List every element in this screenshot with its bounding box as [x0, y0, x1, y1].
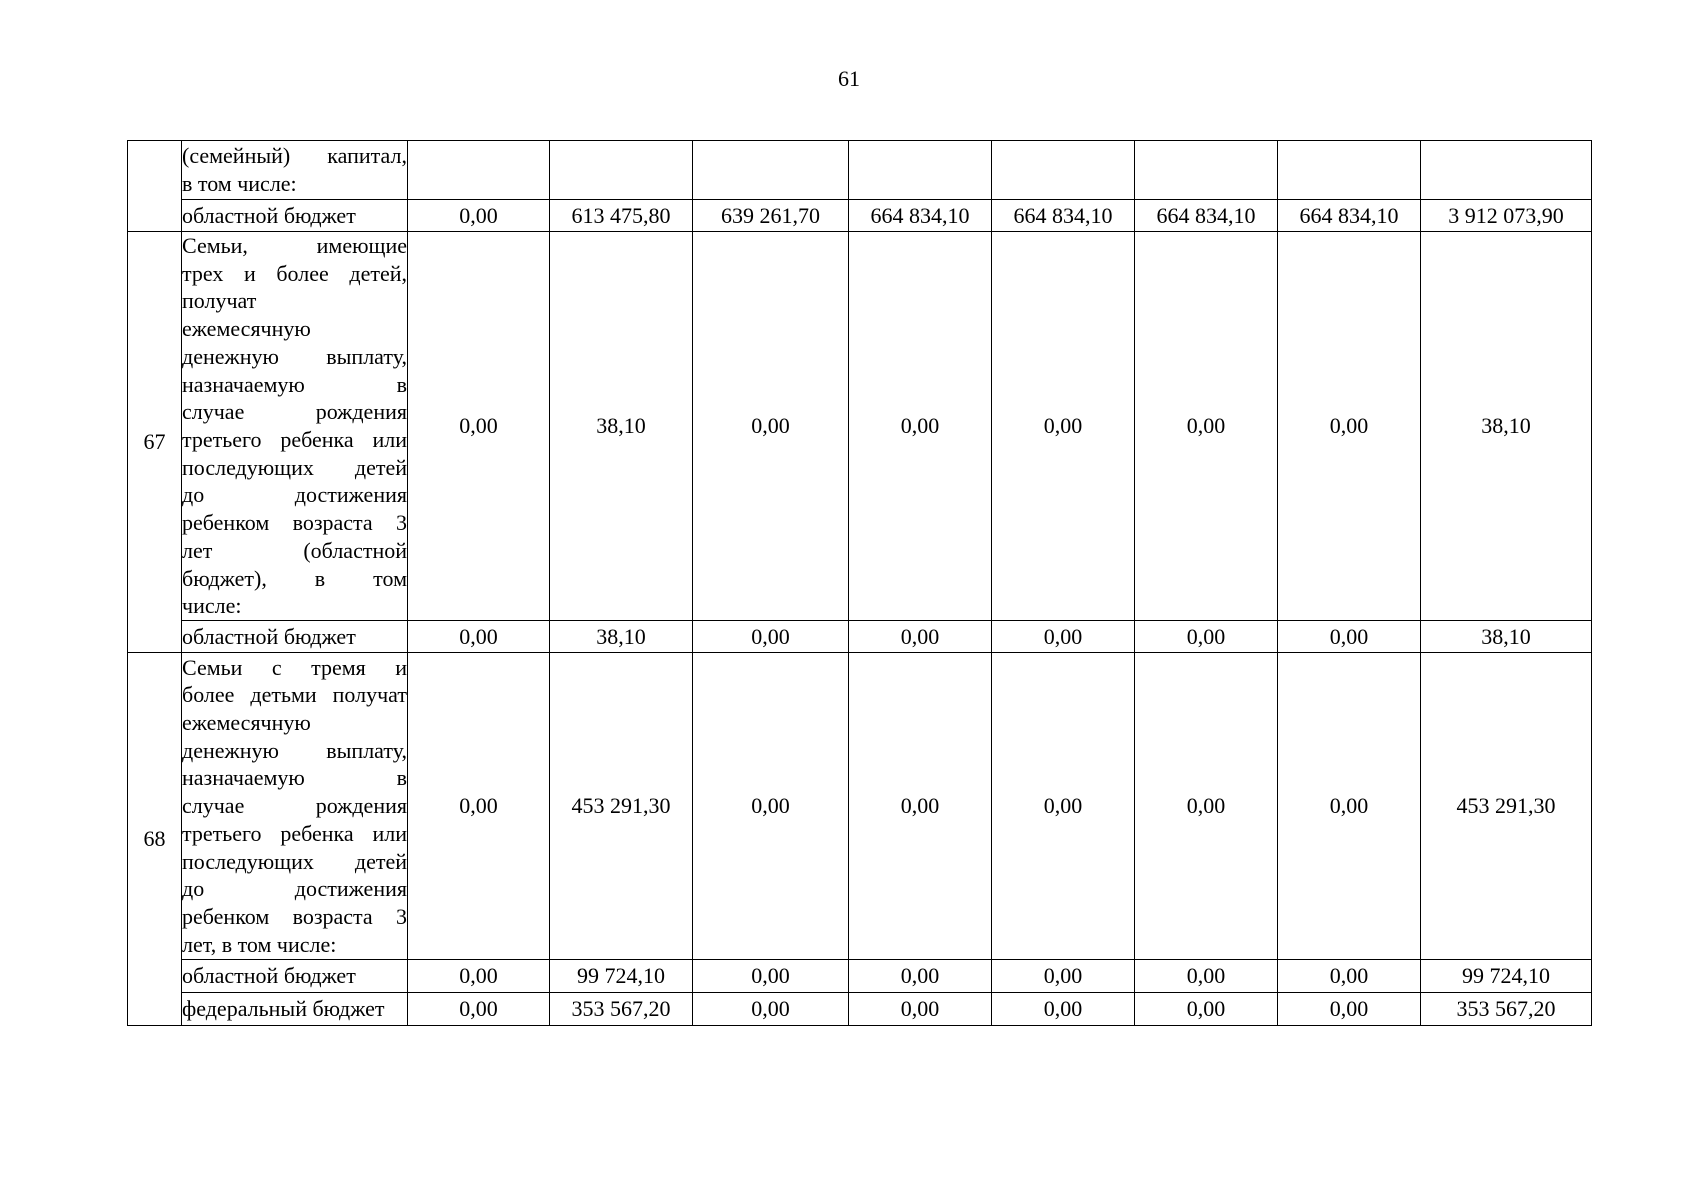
value-cell: 0,00	[693, 621, 849, 653]
funding-source: областной бюджет	[182, 960, 408, 993]
value-cell: 0,00	[992, 621, 1135, 653]
row-number: 67	[128, 232, 182, 653]
value-cell: 0,00	[408, 993, 550, 1026]
value-cell: 0,00	[992, 653, 1135, 960]
description-line: Семьи с тремя и	[182, 654, 407, 680]
value-cell: 0,00	[849, 653, 992, 960]
table-row	[128, 653, 1592, 960]
value-cell: 0,00	[1135, 621, 1278, 653]
value-cell: 639 261,70	[693, 200, 849, 232]
description-line: до достижения	[182, 876, 407, 902]
value-cell: 0,00	[408, 200, 550, 232]
page-number: 61	[838, 66, 860, 91]
funding-source: областной бюджет	[182, 621, 408, 653]
value-cell: 664 834,10	[992, 200, 1135, 232]
description-line: числе:	[182, 593, 242, 619]
description-line: ежемесячную	[182, 710, 311, 736]
row-description	[182, 141, 408, 200]
value-cell: 0,00	[1135, 960, 1278, 993]
value-cell: 613 475,80	[550, 200, 693, 232]
value-cell: 0,00	[1278, 993, 1421, 1026]
value-cell: 664 834,10	[1135, 200, 1278, 232]
description-line: ежемесячную	[182, 316, 311, 342]
description-line: лет (областной	[182, 537, 407, 563]
table-row	[128, 960, 1592, 993]
total-cell: 38,10	[1421, 621, 1592, 653]
value-cell: 99 724,10	[550, 960, 693, 993]
funding-source: областной бюджет	[182, 200, 408, 232]
row-number: 68	[128, 653, 182, 1026]
description-line: денежную выплату,	[182, 737, 407, 763]
row-description	[182, 232, 408, 621]
value-cell: 0,00	[1278, 621, 1421, 653]
description-line: последующих детей	[182, 848, 407, 874]
description-line: случае рождения	[182, 793, 407, 819]
table-body	[128, 141, 1592, 1026]
value-cell: 0,00	[1135, 993, 1278, 1026]
value-cell: 0,00	[408, 232, 550, 621]
funding-source: федеральный бюджет	[182, 993, 408, 1026]
value-cell: 0,00	[408, 621, 550, 653]
description-line: бюджет), в том	[182, 565, 407, 591]
description-line: назначаемую в	[182, 765, 407, 791]
total-cell: 453 291,30	[1421, 653, 1592, 960]
value-cell: 0,00	[693, 232, 849, 621]
table-row	[128, 141, 1592, 200]
value-cell: 664 834,10	[1278, 200, 1421, 232]
value-cell: 0,00	[1135, 232, 1278, 621]
budget-table	[127, 140, 1592, 1026]
table-row	[128, 993, 1592, 1026]
value-cell: 453 291,30	[550, 653, 693, 960]
value-cell: 38,10	[550, 621, 693, 653]
value-cell: 0,00	[849, 232, 992, 621]
value-cell: 664 834,10	[849, 200, 992, 232]
value-cell: 0,00	[992, 960, 1135, 993]
total-cell	[1421, 141, 1592, 200]
value-cell	[693, 141, 849, 200]
row-number	[128, 141, 182, 232]
value-cell: 0,00	[849, 993, 992, 1026]
value-cell	[1278, 141, 1421, 200]
value-cell: 0,00	[992, 232, 1135, 621]
value-cell: 0,00	[693, 960, 849, 993]
description-line: более детьми получат	[182, 682, 407, 708]
table-row	[128, 200, 1592, 232]
value-cell: 353 567,20	[550, 993, 693, 1026]
total-cell: 38,10	[1421, 232, 1592, 621]
description-line: (семейный) капитал,	[182, 143, 407, 169]
total-cell: 3 912 073,90	[1421, 200, 1592, 232]
description-line: получат	[182, 288, 257, 314]
description-line: третьего ребенка или	[182, 427, 407, 452]
value-cell: 0,00	[1278, 960, 1421, 993]
value-cell: 0,00	[693, 993, 849, 1026]
value-cell: 0,00	[1278, 653, 1421, 960]
value-cell: 0,00	[992, 993, 1135, 1026]
row-description	[182, 653, 408, 960]
description-line: до достижения	[182, 482, 407, 508]
description-line: последующих детей	[182, 454, 407, 480]
description-line: денежную выплату,	[182, 343, 407, 369]
total-cell: 99 724,10	[1421, 960, 1592, 993]
value-cell: 0,00	[693, 653, 849, 960]
description-line: третьего ребенка или	[182, 820, 407, 846]
description-line: ребенком возраста 3	[182, 510, 407, 536]
table-row	[128, 621, 1592, 653]
value-cell: 0,00	[849, 621, 992, 653]
value-cell: 0,00	[849, 960, 992, 993]
value-cell	[849, 141, 992, 200]
value-cell: 0,00	[408, 653, 550, 960]
value-cell: 0,00	[1135, 653, 1278, 960]
value-cell: 0,00	[1278, 232, 1421, 621]
description-line: трех и более детей,	[182, 260, 407, 286]
description-line: назначаемую в	[182, 371, 407, 397]
description-line: лет, в том числе:	[182, 931, 337, 957]
description-line: в том числе:	[182, 171, 297, 196]
description-line: случае рождения	[182, 399, 407, 425]
value-cell	[1135, 141, 1278, 200]
description-line: Семьи, имеющие	[182, 233, 407, 259]
description-line: ребенком возраста 3	[182, 903, 407, 929]
value-cell	[550, 141, 693, 200]
value-cell	[992, 141, 1135, 200]
total-cell: 353 567,20	[1421, 993, 1592, 1026]
value-cell: 0,00	[408, 960, 550, 993]
table-row	[128, 232, 1592, 621]
value-cell	[408, 141, 550, 200]
value-cell: 38,10	[550, 232, 693, 621]
